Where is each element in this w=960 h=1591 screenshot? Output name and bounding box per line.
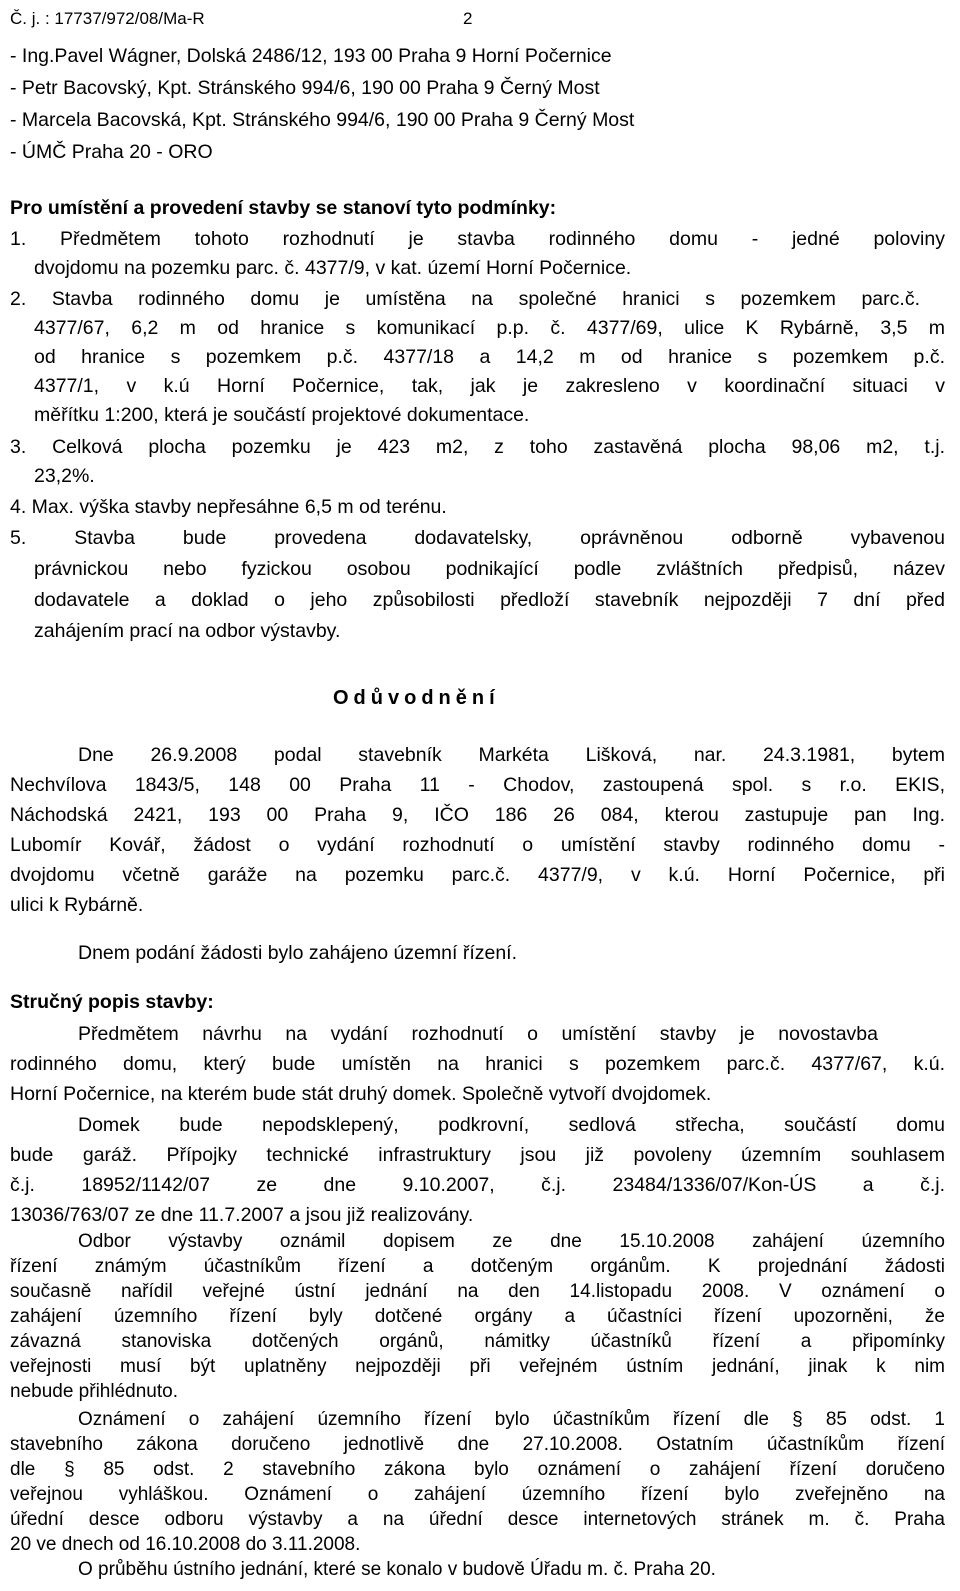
reasoning-line: Lubomír Kovář, žádost o vydání rozhodnutí o umístění stavby rodinného domu - — [10, 834, 945, 856]
condition-line: dvojdomu na pozemku parc. č. 4377/9, v kat. území Horní Počernice. — [34, 257, 632, 279]
description-line: č.j. 18952/1142/07 ze dne 9.10.2007, č.j. 23484/1336/07/Kon-ÚS a č.j. — [10, 1174, 945, 1196]
condition-line: měřítku 1:200, která je součástí projektové dokumentace. — [34, 404, 530, 426]
condition-line: dodavatele a doklad o jeho způsobilosti předloží stavebník nejpozději 7 dní před — [34, 589, 945, 611]
reasoning-line: Nechvílova 1843/5, 148 00 Praha 11 - Chodov, zastoupená spol. s r.o. EKIS, — [10, 774, 945, 796]
description-line: rodinného domu, který bude umístěn na hranici s pozemkem parc.č. 4377/67, k.ú. — [10, 1053, 945, 1075]
condition-line: 4377/67, 6,2 m od hranice s komunikací p.p. č. 4377/69, ulice K Rybárně, 3,5 m — [34, 317, 945, 339]
description-line: 20 ve dnech od 16.10.2008 do 3.11.2008. — [10, 1534, 361, 1555]
filing-note: Dnem podání žádosti bylo zahájeno územní řízení. — [78, 942, 518, 964]
description-line: řízení známým účastníkům řízení a dotčeným orgánům. K projednání žádosti — [10, 1256, 945, 1277]
description-line: Domek bude nepodsklepený, podkrovní, sedlová střecha, součástí domu — [78, 1114, 945, 1136]
description-line: úřední desce odboru výstavby a na úřední desce internetových stránek m. č. Praha — [10, 1509, 945, 1530]
reasoning-line: Náchodská 2421, 193 00 Praha 9, IČO 186 26 084, kterou zastupuje pan Ing. — [10, 804, 945, 826]
reference-number: Č. j. : 17737/972/08/Ma-R — [10, 9, 205, 28]
description-line: Oznámení o zahájení územního řízení bylo účastníkům řízení dle § 85 odst. 1 — [78, 1409, 945, 1430]
page-number: 2 — [463, 9, 473, 28]
description-line: veřejnou vyhláškou. Oznámení o zahájení územního řízení bylo zveřejněno na — [10, 1484, 945, 1505]
reasoning-line: ulici k Rybárně. — [10, 894, 144, 916]
description-line: nebude přihlédnuto. — [10, 1381, 178, 1402]
condition-line: 4. Max. výška stavby nepřesáhne 6,5 m od terénu. — [10, 496, 447, 518]
description-line: bude garáž. Přípojky technické infrastruktury jsou již povoleny územním souhlasem — [10, 1144, 945, 1166]
description-line: Horní Počernice, na kterém bude stát druhý domek. Společně vytvoří dvojdomek. — [10, 1083, 712, 1105]
condition-line: 2. Stavba rodinného domu je umístěna na společné hranici s pozemkem parc.č. — [10, 288, 920, 310]
description-line: O průběhu ústního jednání, které se konalo v budově Úřadu m. č. Praha 20. — [78, 1559, 716, 1580]
reasoning-title: Odůvodnění — [333, 687, 500, 709]
description-line: Předmětem návrhu na vydání rozhodnutí o umístění stavby je novostavba — [78, 1023, 878, 1045]
description-line: 13036/763/07 ze dne 11.7.2007 a jsou již realizovány. — [10, 1204, 474, 1226]
recipient-line: - Ing.Pavel Wágner, Dolská 2486/12, 193 00 Praha 9 Horní Počernice — [10, 45, 612, 67]
condition-line: 3. Celková plocha pozemku je 423 m2, z toho zastavěná plocha 98,06 m2, t.j. — [10, 436, 945, 458]
description-line: závazná stanoviska dotčených orgánů, námitky účastníků řízení a připomínky — [10, 1331, 945, 1352]
conditions-heading: Pro umístění a provedení stavby se stanoví tyto podmínky: — [10, 197, 557, 219]
reasoning-line: dvojdomu včetně garáže na pozemku parc.č. 4377/9, v k.ú. Horní Počernice, při — [10, 864, 945, 886]
description-line: současně nařídil veřejné ústní jednání na den 14.listopadu 2008. V oznámení o — [10, 1281, 945, 1302]
description-line: dle § 85 odst. 2 stavebního zákona bylo oznámení o zahájení řízení doručeno — [10, 1459, 945, 1480]
description-line: veřejnosti musí být uplatněny nejpozději při veřejném ústním jednání, jinak k nim — [10, 1356, 945, 1377]
condition-line: 23,2%. — [34, 465, 95, 487]
condition-line: právnickou nebo fyzickou osobou podnikající podle zvláštních předpisů, název — [34, 558, 945, 580]
condition-line: zahájením prací na odbor výstavby. — [34, 620, 341, 642]
reasoning-line: Dne 26.9.2008 podal stavebník Markéta Lišková, nar. 24.3.1981, bytem — [78, 744, 945, 766]
recipient-line: - ÚMČ Praha 20 - ORO — [10, 141, 213, 163]
description-heading: Stručný popis stavby: — [10, 991, 214, 1013]
condition-line: 4377/1, v k.ú Horní Počernice, tak, jak je zakresleno v koordinační situaci v — [34, 375, 945, 397]
description-line: zahájení územního řízení byly dotčené orgány a účastníci řízení upozorněni, že — [10, 1306, 945, 1327]
condition-line: 5. Stavba bude provedena dodavatelsky, oprávněnou odborně vybavenou — [10, 527, 945, 549]
condition-line: 1. Předmětem tohoto rozhodnutí je stavba rodinného domu - jedné poloviny — [10, 228, 945, 250]
description-line: stavebního zákona doručeno jednotlivě dne 27.10.2008. Ostatním účastníkům řízení — [10, 1434, 945, 1455]
condition-line: od hranice s pozemkem p.č. 4377/18 a 14,2 m od hranice s pozemkem p.č. — [34, 346, 945, 368]
recipient-line: - Petr Bacovský, Kpt. Stránského 994/6, 190 00 Praha 9 Černý Most — [10, 77, 600, 99]
recipient-line: - Marcela Bacovská, Kpt. Stránského 994/6, 190 00 Praha 9 Černý Most — [10, 109, 635, 131]
description-line: Odbor výstavby oznámil dopisem ze dne 15.10.2008 zahájení územního — [78, 1231, 945, 1252]
